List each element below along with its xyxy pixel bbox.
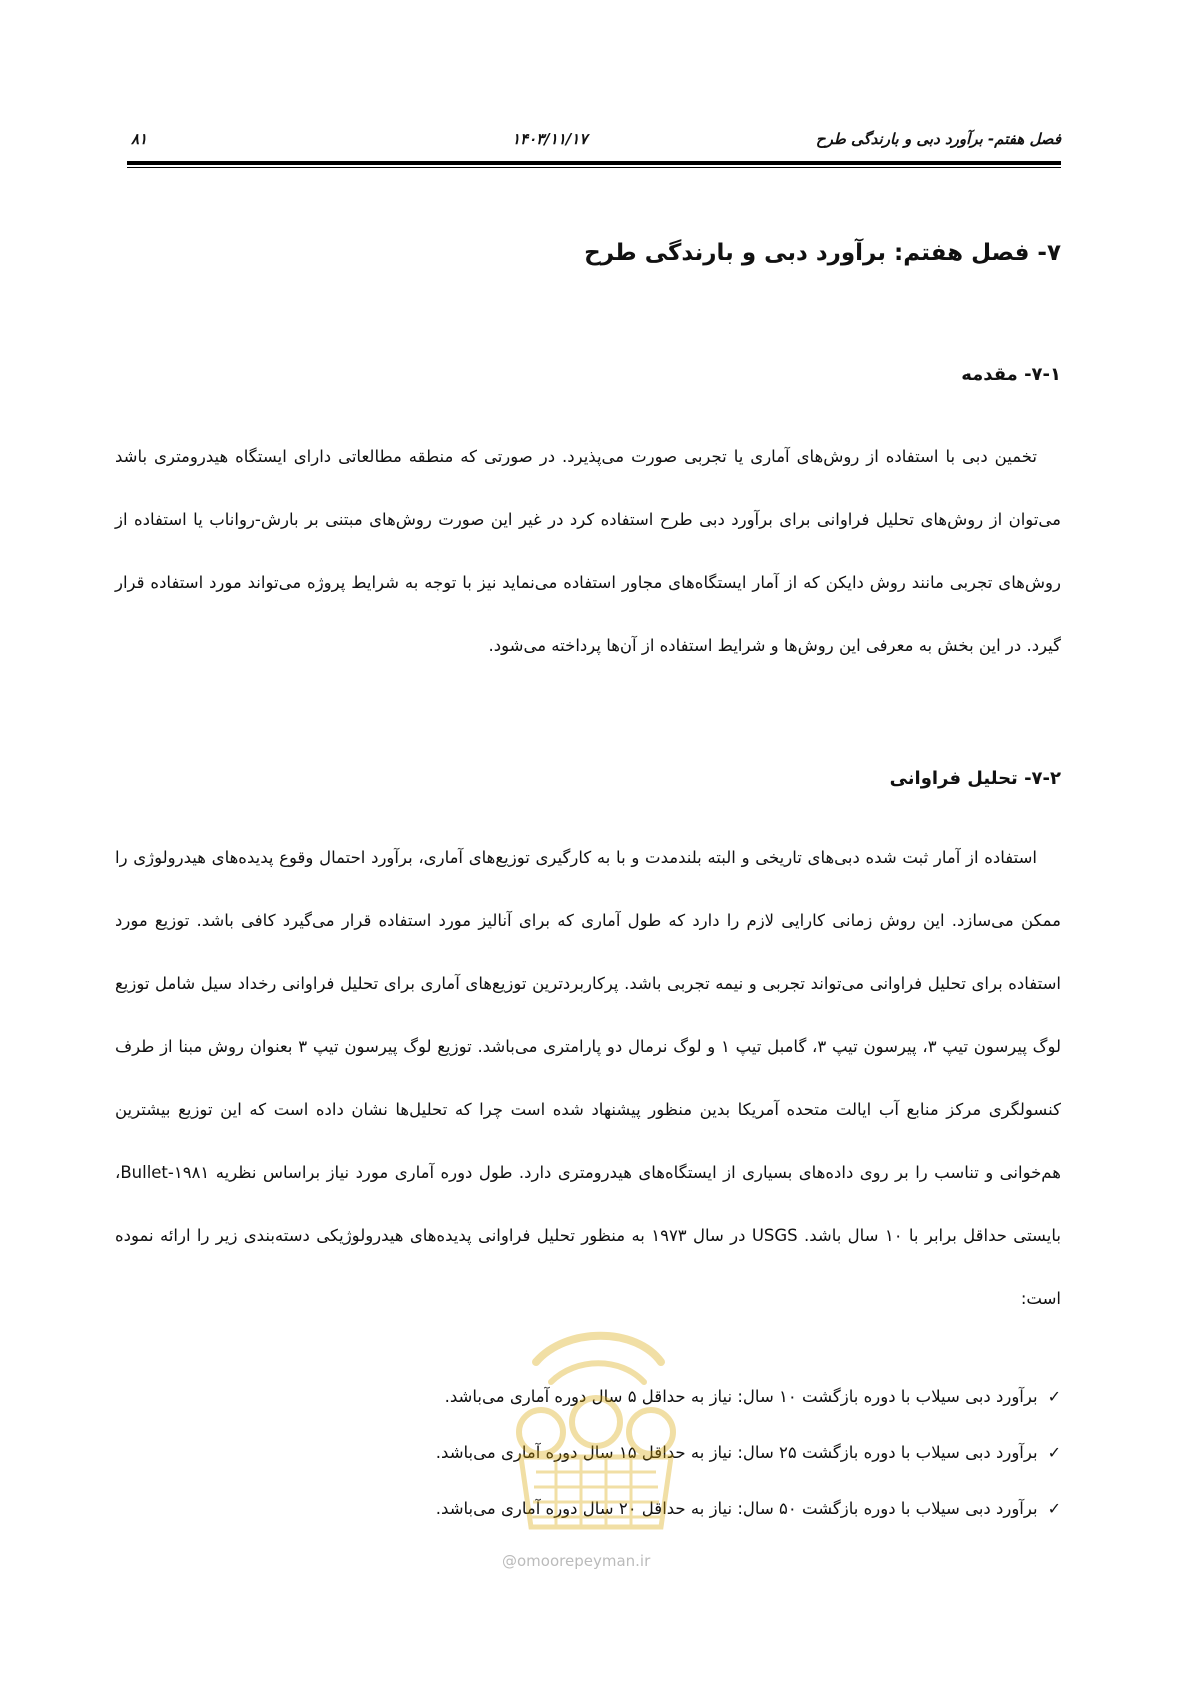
header-rule	[127, 161, 1061, 165]
header-page-number: ۸۱	[131, 130, 148, 148]
list-item-text: برآورد دبی سیلاب با دوره بازگشت ۱۰ سال: نیاز به حداقل ۵ سال دوره آماری می‌باشد.	[444, 1387, 1038, 1406]
list-item	[436, 1481, 1061, 1537]
check-mark-icon: ✓	[1047, 1499, 1061, 1518]
intro-paragraph: تخمین دبی با استفاده از روش‌های آماری یا تجربی صورت می‌پذیرد. در صورتی که منطقه مطالعاتی دارای ایستگاه هیدرومتری باشد می‌توان از روش‌های تحلیل فراوانی برای برآورد دبی طرح استفاده کرد در غیر این صورت روش‌های مبتنی بر بارش-رواناب یا استفاده از روش‌های تجربی مانند روش دایکن که از آمار ایستگاه‌های مجاور استفاده می‌نماید نیز با توجه به شرایط پروژه می‌تواند مورد استفاده قرار گیرد. در این بخش به معرفی این روش‌ها و شرایط استفاده از آن‌ها پرداخته می‌شود.	[115, 447, 1061, 655]
check-mark-icon: ✓	[1047, 1443, 1061, 1462]
list-item	[436, 1369, 1061, 1425]
list-item	[436, 1425, 1061, 1481]
watermark-site: @omoorepeyman.ir	[502, 1552, 651, 1570]
list-item-text: برآورد دبی سیلاب با دوره بازگشت ۵۰ سال: نیاز به حداقل ۲۰ سال دوره آماری می‌باشد.	[435, 1499, 1038, 1518]
header-date: ۱۴۰۳/۱۱/۱۷	[512, 130, 588, 148]
section-heading-frequency-analysis: ۷-۲- تحلیل فراوانی	[889, 768, 1061, 789]
list-item-text: برآورد دبی سیلاب با دوره بازگشت ۲۵ سال: نیاز به حداقل ۱۵ سال دوره آماری می‌باشد.	[435, 1443, 1038, 1462]
frequency-analysis-paragraph: استفاده از آمار ثبت شده دبی‌های تاریخی و البته بلندمدت و با به کارگیری توزیع‌های آماری، برآورد احتمال وقوع پدیده‌های هیدرولوژی را ممکن می‌سازد. این روش زمانی کارایی لازم را دارد که طول آماری که برای آنالیز مورد استفاده قرار می‌گیرد کافی باشد. توزیع مورد استفاده برای تحلیل فراوانی می‌تواند تجربی و نیمه تجربی باشد. پرکاربردترین توزیع‌های آماری برای تحلیل فراوانی رخداد سیل شامل توزیع لوگ پیرسون تیپ ۳، پیرسون تیپ ۳، گامبل تیپ ۱ و لوگ نرمال دو پارامتری می‌باشد. توزیع لوگ پیرسون تیپ ۳ بعنوان روش مبنا از طرف کنسولگری مرکز منابع آب ایالت متحده آمریکا بدین منظور پیشنهاد شده است چرا که تحلیل‌ها نشان داده است که این توزیع بیشترین هم‌خوانی و تناسب را بر روی داده‌های بسیاری از ایستگاه‌های هیدرومتری دارد. طول دوره آماری مورد نیاز براساس نظریه Bullet-۱۹۸۱، بایستی حداقل برابر با ۱۰ سال باشد. USGS در سال ۱۹۷۳ به منظور تحلیل فراوانی پدیده‌های هیدرولوژیکی دسته‌بندی زیر را ارائه نموده است:	[115, 848, 1061, 1308]
page-header	[127, 128, 1061, 164]
bullet-list	[436, 1369, 1061, 1537]
header-chapter-title: فصل هفتم- برآورد دبی و بارندگی طرح	[815, 130, 1061, 148]
section-heading-intro: ۷-۱- مقدمه	[961, 364, 1061, 385]
check-mark-icon: ✓	[1047, 1387, 1061, 1406]
chapter-title: ۷- فصل هفتم: برآورد دبی و بارندگی طرح	[584, 240, 1061, 266]
